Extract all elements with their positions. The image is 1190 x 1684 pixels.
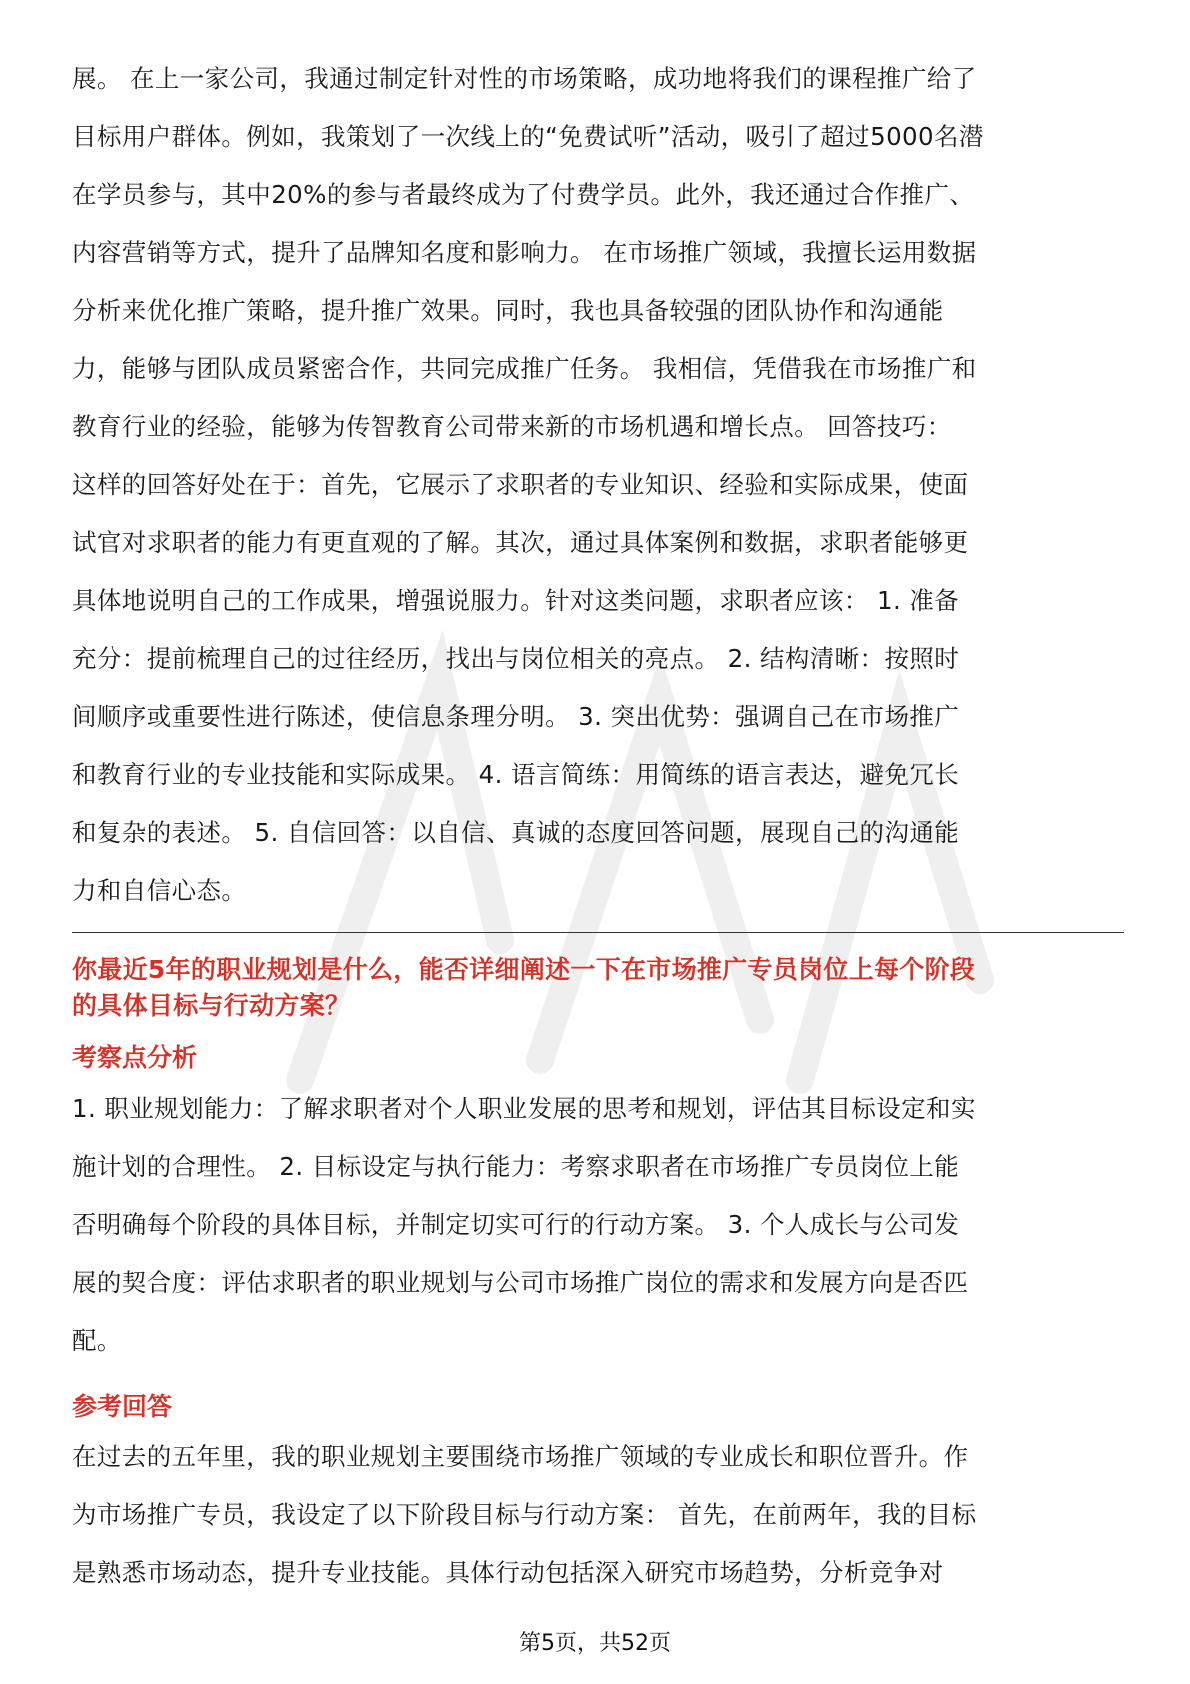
- question-title-line: 你最近5年的职业规划是什么，能否详细阐述一下在市场推广专员岗位上每个阶段: [72, 955, 976, 984]
- body-line: 间顺序或重要性进行陈述，使信息条理分明。 3. 突出优势：强调自己在市场推广: [72, 702, 960, 731]
- analysis-line: 展的契合度：评估求职者的职业规划与公司市场推广岗位的需求和发展方向是否匹: [72, 1268, 969, 1297]
- reference-body: [72, 1428, 1122, 1602]
- section-divider: [72, 932, 1124, 933]
- body-line: 这样的回答好处在于：首先，它展示了求职者的专业知识、经验和实际成果，使面: [72, 470, 969, 499]
- page-number: 第5页，共52页: [519, 1631, 671, 1656]
- question-title-line: 的具体目标与行动方案？: [72, 991, 351, 1020]
- body-line: 和教育行业的专业技能和实际成果。 4. 语言简练：用简练的语言表达，避免冗长: [72, 760, 960, 789]
- analysis-line: 施计划的合理性。 2. 目标设定与执行能力：考察求职者在市场推广专员岗位上能: [72, 1152, 960, 1181]
- body-line: 力，能够与团队成员紧密合作，共同完成推广任务。 我相信，凭借我在市场推广和: [72, 354, 977, 383]
- analysis-heading: 考察点分析: [72, 1043, 198, 1072]
- analysis-body: [72, 1080, 1122, 1370]
- analysis-line: 1. 职业规划能力：了解求职者对个人职业发展的思考和规划，评估其目标设定和实: [72, 1094, 976, 1123]
- reference-line: 为市场推广专员，我设定了以下阶段目标与行动方案： 首先，在前两年，我的目标: [72, 1500, 977, 1529]
- body-line: 分析来优化推广策略，提升推广效果。同时，我也具备较强的团队协作和沟通能: [72, 296, 944, 325]
- body-line: 目标用户群体。例如，我策划了一次线上的“免费试听”活动，吸引了超过5000名潜: [72, 122, 984, 151]
- analysis-line: 配。: [72, 1326, 122, 1355]
- body-line: 试官对求职者的能力有更直观的了解。其次，通过具体案例和数据，求职者能够更: [72, 528, 969, 557]
- body-line: 充分：提前梳理自己的过往经历，找出与岗位相关的亮点。 2. 结构清晰：按照时: [72, 644, 960, 673]
- body-line: 和复杂的表述。 5. 自信回答：以自信、真诚的态度回答问题，展现自己的沟通能: [72, 818, 960, 847]
- reference-line: 是熟悉市场动态，提升专业技能。具体行动包括深入研究市场趋势，分析竞争对: [72, 1558, 944, 1587]
- body-continuation: [72, 50, 1122, 920]
- analysis-line: 否明确每个阶段的具体目标，并制定切实可行的行动方案。 3. 个人成长与公司发: [72, 1210, 960, 1239]
- reference-heading: 参考回答: [72, 1392, 173, 1421]
- body-line: 力和自信心态。: [72, 876, 247, 905]
- body-line: 教育行业的经验，能够为传智教育公司带来新的市场机遇和增长点。 回答技巧：: [72, 412, 952, 441]
- body-line: 展。 在上一家公司，我通过制定针对性的市场策略，成功地将我们的课程推广给了: [72, 64, 977, 93]
- body-line: 内容营销等方式，提升了品牌知名度和影响力。 在市场推广领域，我擅长运用数据: [72, 238, 977, 267]
- body-line: 在学员参与，其中20%的参与者最终成为了付费学员。此外，我还通过合作推广、: [72, 180, 975, 209]
- reference-line: 在过去的五年里，我的职业规划主要围绕市场推广领域的专业成长和职位晋升。作: [72, 1442, 969, 1471]
- body-line: 具体地说明自己的工作成果，增强说服力。针对这类问题，求职者应该： 1. 准备: [72, 586, 960, 615]
- question-title: [72, 952, 1127, 1024]
